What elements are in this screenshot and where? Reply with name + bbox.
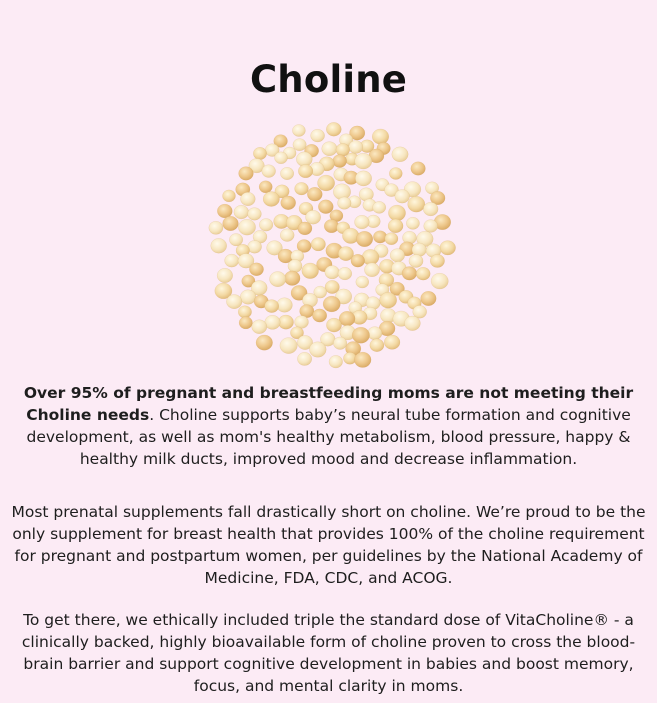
softgel-bead — [241, 192, 256, 206]
softgel-bead — [389, 168, 402, 180]
paragraph1-line4: healthy milk ducts, improved mood and decrease inflammation. — [79, 450, 578, 468]
paragraph3-line2: clinically backed, highly bioavailable form of choline proven to cross the blood- — [21, 633, 636, 651]
softgel-bead — [277, 298, 293, 313]
softgel-bead — [338, 267, 352, 280]
softgel-bead — [270, 272, 286, 287]
softgel-bead — [311, 129, 325, 142]
softgel-bead — [352, 327, 369, 343]
softgel-bead — [408, 196, 425, 212]
softgel-bead — [297, 352, 311, 365]
softgel-bead — [259, 219, 273, 232]
softgel-bead — [292, 125, 305, 137]
page-title: Choline — [249, 58, 408, 101]
softgel-bead — [280, 229, 294, 242]
softgel-bead — [338, 197, 352, 209]
softgel-bead — [409, 255, 423, 268]
paragraph-prenatal-supplements — [10, 501, 647, 589]
softgel-bead — [421, 291, 437, 305]
softgel-bead — [256, 335, 273, 350]
paragraph-vitacholine — [10, 609, 647, 697]
softgel-bead — [373, 201, 386, 213]
softgel-bead — [372, 129, 389, 144]
softgel-bead — [309, 342, 326, 357]
paragraph2-line1: Most prenatal supplements fall drastically short on choline. We’re proud to be the — [11, 503, 646, 521]
softgel-bead — [322, 142, 337, 156]
softgel-bead — [395, 190, 410, 204]
softgel-bead — [323, 296, 340, 312]
softgel-bead — [402, 267, 417, 281]
paragraph3-line4: focus, and mental clarity in moms. — [193, 677, 464, 695]
softgel-bead — [238, 306, 251, 318]
softgel-bead — [416, 267, 430, 280]
softgel-bead — [311, 238, 325, 251]
softgel-bead — [239, 167, 254, 181]
softgel-pile-illustration — [196, 118, 466, 373]
softgel-bead — [226, 295, 242, 309]
softgel-bead — [223, 190, 236, 202]
softgel-bead — [385, 233, 398, 245]
lead-sentence-line2: Choline needs — [26, 406, 150, 424]
softgel-bead — [380, 292, 397, 308]
softgel-bead — [225, 254, 239, 267]
softgel-bead — [370, 339, 384, 352]
softgel-bead — [318, 175, 335, 191]
softgel-bead — [388, 219, 403, 233]
softgel-bead — [302, 263, 319, 279]
softgel-bead — [430, 254, 444, 267]
softgel-bead — [217, 268, 233, 282]
softgel-bead — [252, 320, 267, 334]
paragraph1-line2 — [10, 404, 647, 426]
softgel-bead — [329, 355, 343, 368]
softgel-bead — [412, 243, 427, 256]
softgel-bead — [238, 219, 255, 235]
softgel-bead — [298, 164, 313, 177]
softgel-bead — [356, 276, 369, 288]
paragraph2-line3: for pregnant and postpartum women, per guidelines by the National Academy of — [14, 547, 643, 565]
choline-softgel-pile — [196, 118, 466, 373]
softgel-bead — [355, 215, 370, 229]
softgel-bead — [293, 139, 306, 151]
paragraph1-line3: development, as well as mom's healthy metabolism, blood pressure, happy & — [26, 428, 631, 446]
softgel-bead — [404, 316, 420, 331]
softgel-bead — [284, 271, 300, 286]
softgel-bead — [280, 338, 297, 354]
softgel-bead — [280, 167, 293, 179]
softgel-bead — [229, 234, 242, 246]
softgel-bead — [318, 200, 333, 214]
softgel-bead — [259, 181, 272, 193]
softgel-bead — [211, 238, 227, 253]
softgel-bead — [240, 290, 256, 305]
softgel-bead — [248, 208, 262, 221]
softgel-bead — [326, 318, 341, 332]
softgel-bead — [351, 254, 365, 267]
softgel-bead — [234, 205, 249, 219]
softgel-bead — [349, 141, 363, 154]
softgel-bead — [249, 263, 263, 276]
softgel-bead — [209, 221, 223, 234]
softgel-bead — [354, 352, 371, 367]
lead-sentence-line1: Over 95% of pregnant and breastfeeding moms are not meeting their — [23, 384, 634, 402]
softgel-bead — [431, 273, 448, 289]
softgel-bead — [333, 337, 347, 350]
paragraph2-line2: only supplement for breast health that provides 100% of the choline requirement — [12, 525, 645, 543]
softgel-bead — [262, 165, 276, 178]
softgel-bead — [288, 260, 302, 273]
softgel-bead — [298, 222, 312, 235]
softgel-bead — [364, 263, 379, 277]
softgel-bead — [265, 300, 279, 313]
softgel-bead — [392, 147, 408, 162]
softgel-bead — [217, 204, 232, 218]
softgel-bead — [326, 122, 341, 136]
softgel-bead — [275, 152, 288, 164]
softgel-bead — [295, 182, 309, 195]
softgel-bead — [239, 317, 252, 329]
softgel-bead — [423, 202, 438, 216]
paragraph-choline-deficiency — [10, 382, 647, 470]
softgel-bead — [223, 216, 239, 231]
softgel-bead — [440, 241, 456, 255]
softgel-bead — [281, 196, 296, 210]
softgel-bead — [388, 205, 405, 221]
softgel-bead — [253, 147, 266, 159]
softgel-bead — [333, 155, 347, 168]
softgel-bead — [368, 327, 382, 340]
paragraph1-line2-rest: . Choline supports baby’s neural tube formation and cognitive — [149, 406, 631, 424]
softgel-bead — [424, 220, 438, 233]
softgel-bead — [306, 210, 321, 224]
softgel-bead — [355, 153, 372, 169]
paragraph3-line3: brain barrier and support cognitive development in babies and boost memory, — [23, 655, 634, 673]
softgel-bead — [356, 231, 373, 246]
softgel-bead — [312, 309, 326, 322]
paragraph3-line1: To get there, we ethically included triple the standard dose of VitaCholine® - a — [23, 611, 634, 629]
softgel-bead — [384, 335, 400, 349]
softgel-bead — [307, 187, 322, 201]
paragraph2-line4: Medicine, FDA, CDC, and ACOG. — [204, 569, 453, 587]
softgel-bead — [390, 249, 405, 262]
softgel-bead — [411, 162, 426, 176]
softgel-bead — [406, 217, 419, 229]
softgel-bead — [263, 192, 279, 207]
softgel-bead — [325, 266, 340, 279]
softgel-bead — [355, 171, 371, 186]
